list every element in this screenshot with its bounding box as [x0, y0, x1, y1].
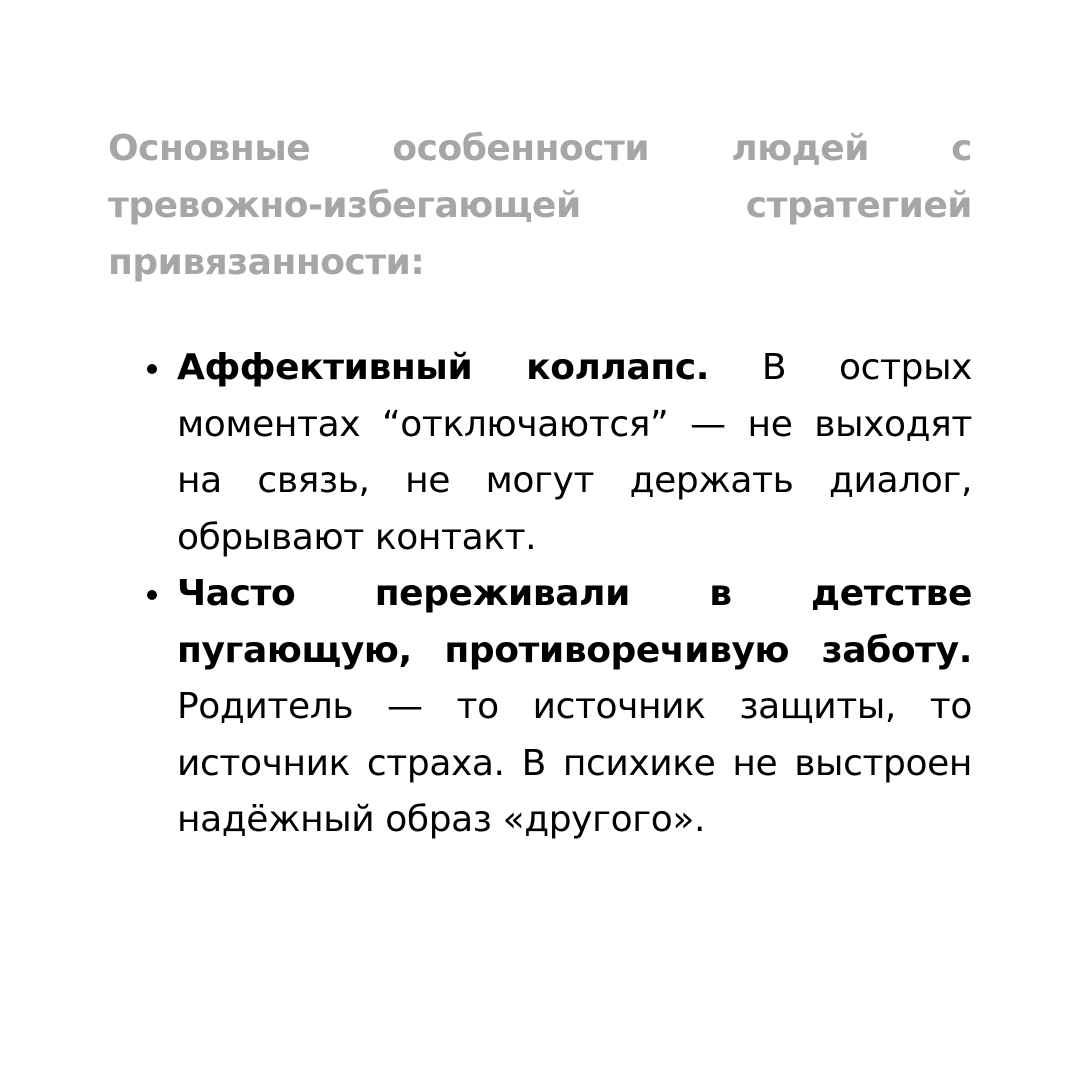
- bullet-item-childhood-care: [140, 566, 972, 849]
- bullet-dot-icon: [147, 364, 157, 374]
- bullet-title: Аффективный коллапс.: [177, 347, 710, 388]
- bullet-item-affective-collapse: [140, 340, 972, 566]
- bullet-text: В острых моментах “отключаются” — не выходят на связь, не могут держать диалог, обрывают контакт.: [177, 347, 972, 558]
- bullet-list: [140, 340, 972, 849]
- bullet-title: Часто переживали в детстве пугающую, противоречивую заботу.: [177, 573, 972, 671]
- bullet-text: Родитель — то источник защиты, то источник страха. В психике не выстроен надёжный образ «другого».: [177, 686, 972, 840]
- bullet-dot-icon: [147, 590, 157, 600]
- slide-heading: Основные особенности людей с тревожно-избегающей стратегией привязанности:: [108, 128, 972, 283]
